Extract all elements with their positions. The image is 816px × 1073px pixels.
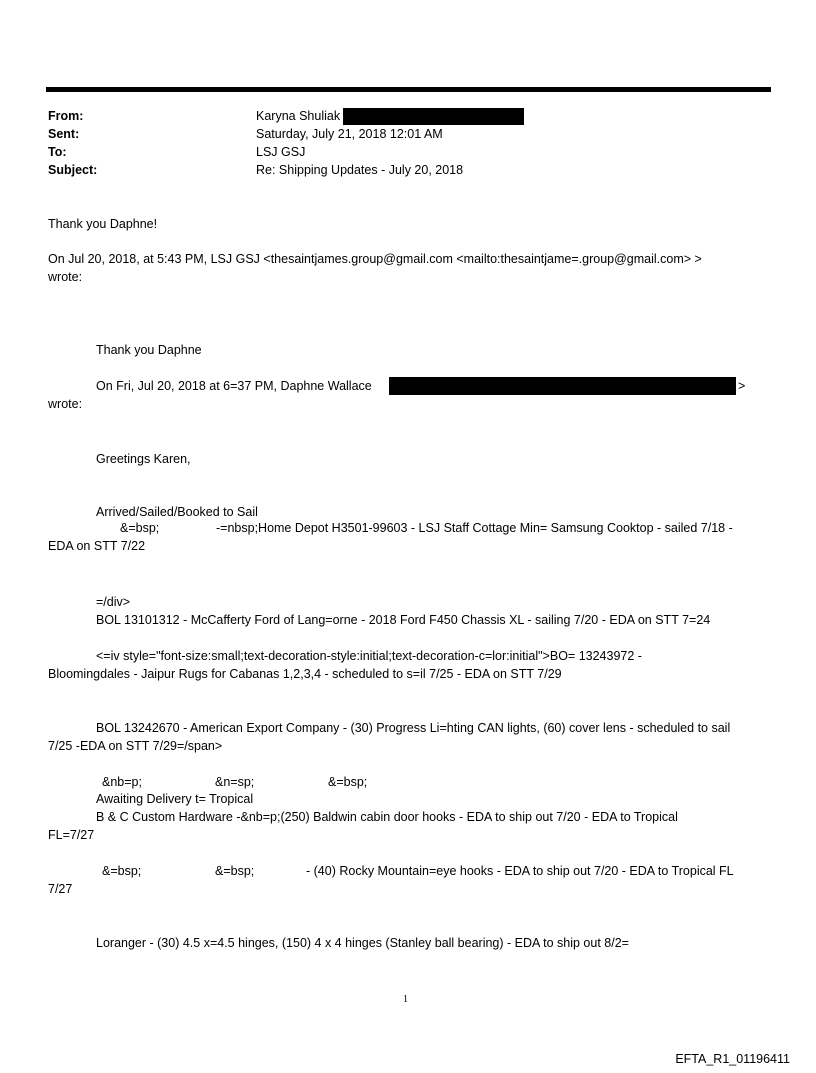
from-value: Karyna Shuliak [256, 109, 341, 123]
page-number: 1 [403, 994, 408, 1005]
body-line: BOL 13101312 - McCafferty Ford of Lang=orne - 2018 Ford F450 Chassis XL - sailing 7/20 - EDA on STT 7=24 [96, 613, 711, 627]
body-line: &nb=p; [102, 775, 142, 789]
body-line: 7/25 -EDA on STT 7/29=/span> [48, 739, 223, 753]
body-line: Greetings Karen, [96, 452, 191, 466]
body-line: 7/27 [48, 882, 73, 896]
body-line: BOL 13242670 - American Export Company - (30) Progress Li=hting CAN lights, (60) cover lens - scheduled to sail [96, 721, 731, 735]
body-line: wrote: [48, 270, 83, 284]
header-rule [46, 87, 771, 92]
body-line: =/div> [96, 595, 131, 609]
subject-value: Re: Shipping Updates - July 20, 2018 [256, 163, 464, 177]
body-line: wrote: [48, 397, 83, 411]
body-line: Thank you Daphne! [48, 217, 158, 231]
body-line: EDA on STT 7/22 [48, 539, 146, 553]
to-value: LSJ GSJ [256, 145, 306, 159]
redaction-email [389, 377, 736, 395]
body-line: Arrived/Sailed/Booked to Sail [96, 505, 258, 519]
body-line: &=bsp; [215, 864, 255, 878]
to-label: To: [48, 145, 67, 159]
body-line: On Jul 20, 2018, at 5:43 PM, LSJ GSJ <thesaintjames.group@gmail.com <mailto:thesaintjame=.group@gmail.com> > [48, 252, 702, 266]
from-label: From: [48, 109, 84, 123]
body-line: <=iv style="font-size:small;text-decoration-style:initial;text-decoration-c=lor:initial">BO= 13243972 - [96, 649, 642, 663]
body-line: FL=7/27 [48, 828, 95, 842]
sent-label: Sent: [48, 127, 80, 141]
sent-value: Saturday, July 21, 2018 12:01 AM [256, 127, 443, 141]
body-line: &n=sp; [215, 775, 255, 789]
body-line: > [738, 379, 746, 393]
body-line: On Fri, Jul 20, 2018 at 6=37 PM, Daphne Wallace [96, 379, 372, 393]
body-line: Loranger - (30) 4.5 x=4.5 hinges, (150) 4 x 4 hinges (Stanley ball bearing) - EDA to ship out 8/2= [96, 936, 629, 950]
body-line: &=bsp; [328, 775, 368, 789]
subject-label: Subject: [48, 163, 98, 177]
body-line: Awaiting Delivery t= Tropical [96, 792, 254, 806]
body-line: -=nbsp;Home Depot H3501-99603 - LSJ Staff Cottage Min= Samsung Cooktop - sailed 7/18 - [216, 521, 733, 535]
body-line: Thank you Daphne [96, 343, 202, 357]
document-id: EFTA_R1_01196411 [675, 1052, 790, 1066]
body-line: - (40) Rocky Mountain=eye hooks - EDA to ship out 7/20 - EDA to Tropical FL [306, 864, 734, 878]
body-line: &=bsp; [120, 521, 160, 535]
redaction-email [343, 108, 524, 125]
body-line: B & C Custom Hardware -&nb=p;(250) Baldwin cabin door hooks - EDA to ship out 7/20 - EDA to Tropical [96, 810, 678, 824]
body-line: Bloomingdales - Jaipur Rugs for Cabanas 1,2,3,4 - scheduled to s=il 7/25 - EDA on STT 7/29 [48, 667, 562, 681]
body-line: &=bsp; [102, 864, 142, 878]
